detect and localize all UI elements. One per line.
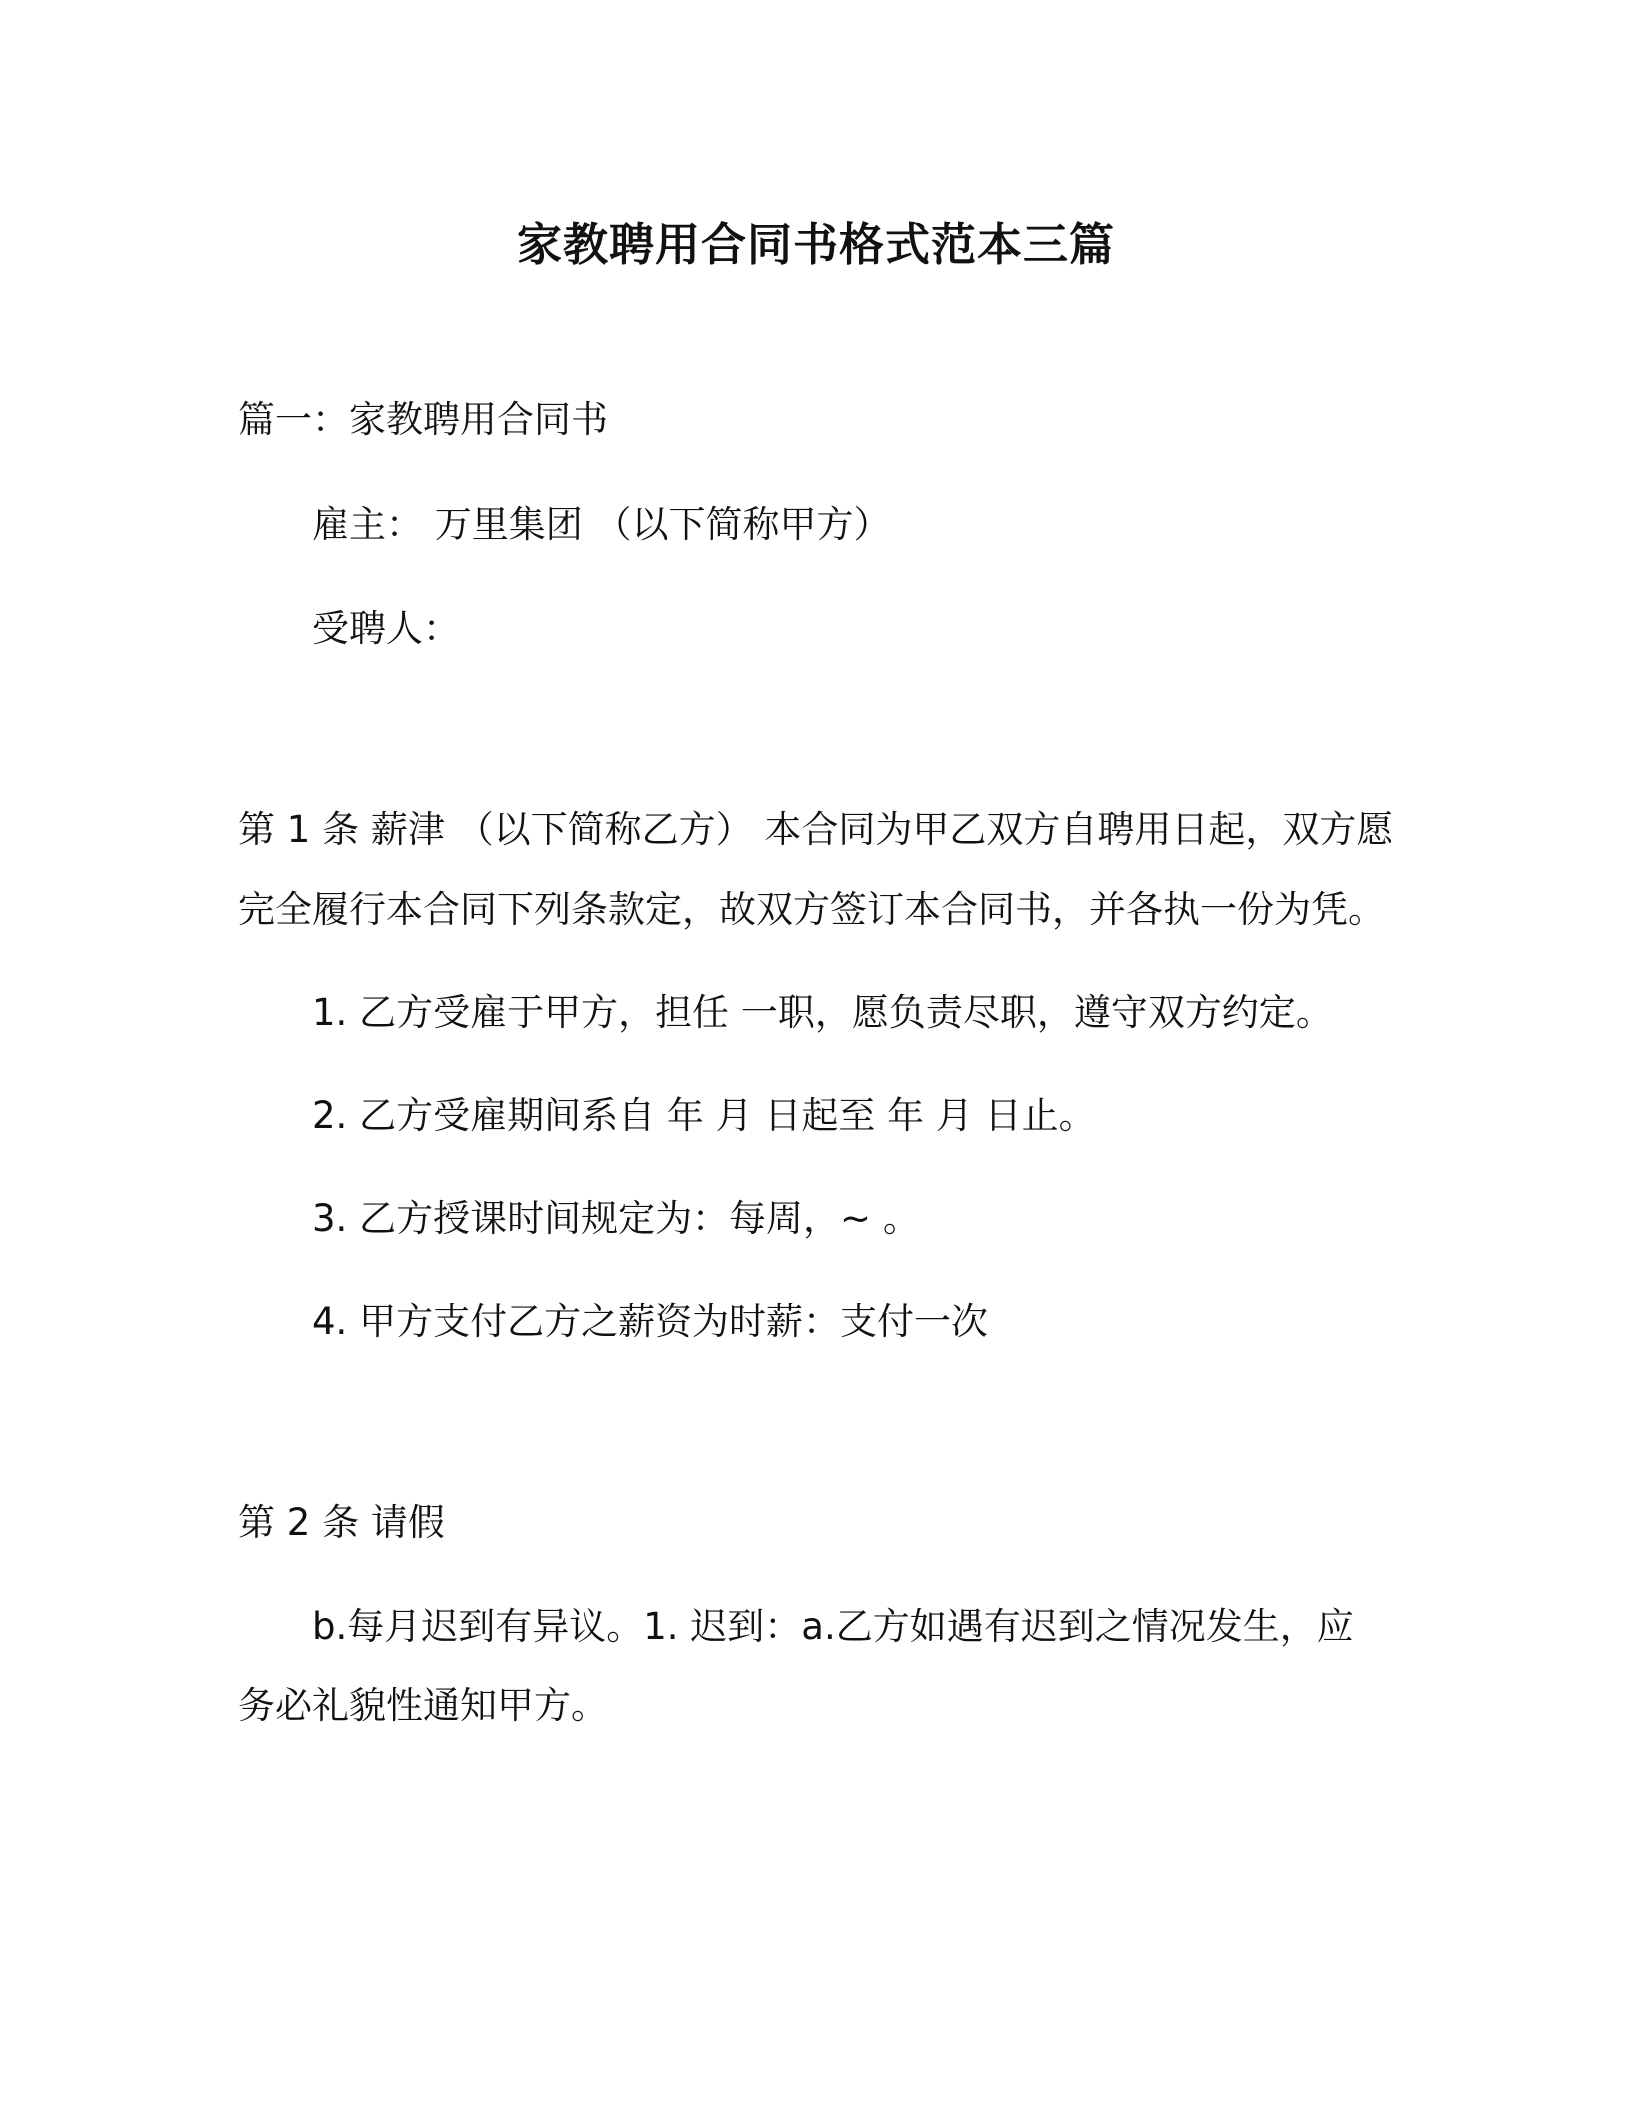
article1-item-1: 1. 乙方受雇于甲方，担任 一职，愿负责尽职，遵守双方约定。 [312, 991, 1333, 1034]
section-heading: 篇一：家教聘用合同书 [238, 398, 608, 441]
article1-item-4: 4. 甲方支付乙方之薪资为时薪：支付一次 [312, 1300, 989, 1343]
article1-line1: 第 1 条 薪津 （以下简称乙方） 本合同为甲乙双方自聘用日起，双方愿 [238, 808, 1394, 851]
employer-line: 雇主： 万里集团 （以下简称甲方） [312, 503, 891, 546]
article2-heading: 第 2 条 请假 [238, 1501, 445, 1544]
article1-item-3: 3. 乙方授课时间规定为：每周，~ 。 [312, 1197, 920, 1240]
article2-line2: 务必礼貌性通知甲方。 [238, 1684, 608, 1727]
article1-item-2: 2. 乙方受雇期间系自 年 月 日起至 年 月 日止。 [312, 1094, 1096, 1137]
article1-line2: 完全履行本合同下列条款定，故双方签订本合同书，并各执一份为凭。 [238, 888, 1385, 931]
article2-line1: b.每月迟到有异议。1. 迟到：a.乙方如遇有迟到之情况发生，应 [312, 1605, 1354, 1648]
document-title: 家教聘用合同书格式范本三篇 [516, 218, 1115, 271]
employee-line: 受聘人： [312, 607, 460, 650]
